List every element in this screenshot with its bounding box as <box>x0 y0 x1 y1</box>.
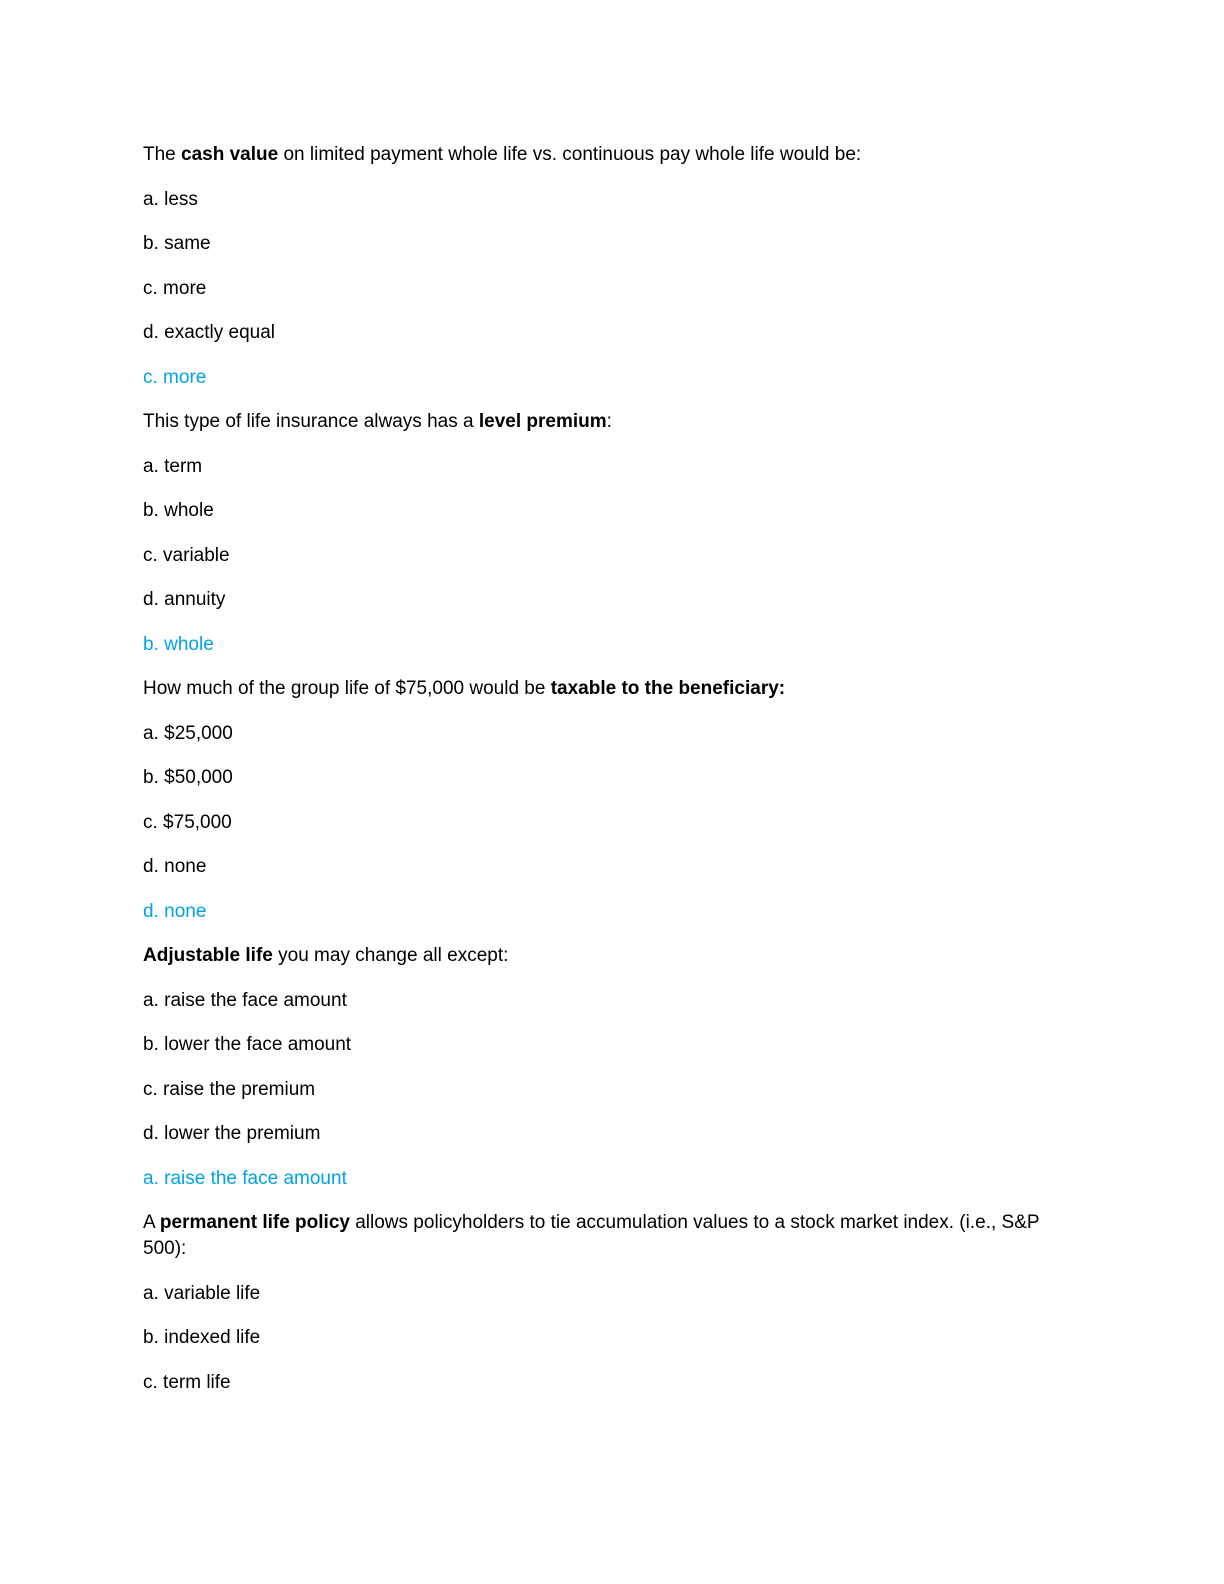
answer: b. whole <box>143 633 214 655</box>
question-text: A permanent life policy allows policyholders to tie accumulation values to a stock market index. (i.e., S&P 500): <box>143 1212 1040 1259</box>
question-keyword: Adjustable life <box>143 945 273 966</box>
question-keyword: cash value <box>181 144 279 165</box>
question-block <box>143 943 1043 1192</box>
question-keyword: taxable to the beneficiary: <box>550 678 786 699</box>
answer: d. none <box>143 900 207 922</box>
question-block <box>143 1210 1043 1396</box>
question-block <box>143 142 1043 391</box>
option: a. $25,000 <box>143 722 233 744</box>
answer: c. more <box>143 366 207 388</box>
question-keyword: permanent life policy <box>159 1212 350 1233</box>
option: c. more <box>143 277 207 299</box>
document-page <box>143 142 1043 1414</box>
question-block <box>143 409 1043 658</box>
option: c. raise the premium <box>143 1078 316 1100</box>
option: d. lower the premium <box>143 1123 321 1144</box>
option: b. same <box>143 233 211 254</box>
option: c. variable <box>143 544 230 566</box>
option: c. term life <box>143 1371 231 1393</box>
option: a. variable life <box>143 1282 261 1304</box>
option: a. less <box>143 188 198 210</box>
question-keyword: level premium <box>478 411 607 432</box>
question-text: How much of the group life of $75,000 would be taxable to the beneficiary: <box>143 678 786 699</box>
question-text: This type of life insurance always has a level premium: <box>143 411 612 432</box>
option: d. annuity <box>143 589 226 610</box>
option: b. indexed life <box>143 1327 261 1348</box>
question-text: The cash value on limited payment whole life vs. continuous pay whole life would be: <box>143 144 862 165</box>
question-text: Adjustable life you may change all except: <box>143 945 509 966</box>
option: b. lower the face amount <box>143 1034 352 1055</box>
option: b. $50,000 <box>143 767 233 788</box>
answer: a. raise the face amount <box>143 1167 347 1189</box>
option: a. term <box>143 455 203 477</box>
option: d. none <box>143 856 207 877</box>
question-block <box>143 676 1043 925</box>
option: b. whole <box>143 500 214 521</box>
option: c. $75,000 <box>143 811 232 833</box>
option: d. exactly equal <box>143 322 276 343</box>
option: a. raise the face amount <box>143 989 347 1011</box>
